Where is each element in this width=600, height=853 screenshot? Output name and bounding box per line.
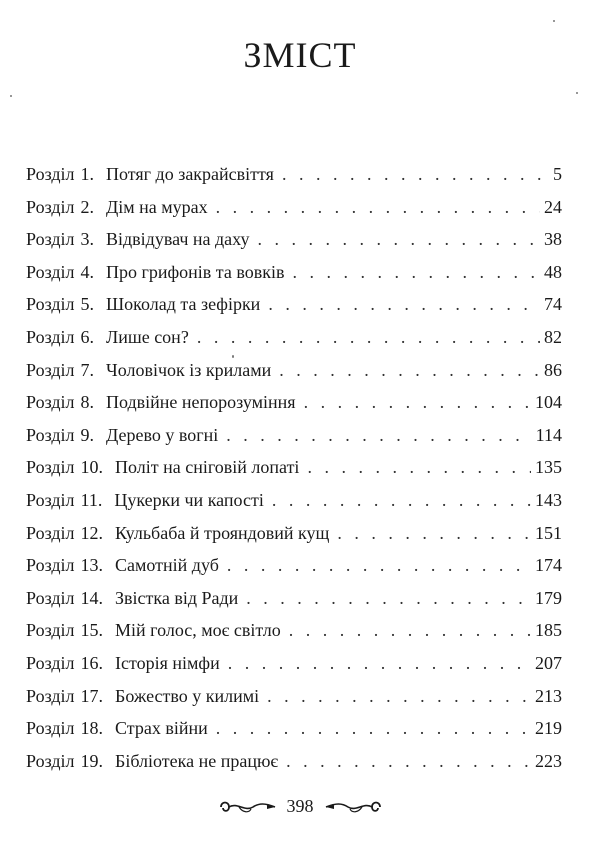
chapter-number: 4. (80, 261, 94, 282)
chapter-page-number: 185 (535, 620, 562, 641)
chapter-word: Розділ (26, 326, 75, 347)
chapter-title: Страх війни (115, 718, 208, 739)
chapter-page-number: 143 (535, 489, 562, 510)
chapter-title: Божество у килимі (115, 685, 260, 706)
page-footer (0, 796, 600, 817)
chapter-title: Потяг до закрайсвіття (106, 164, 274, 184)
dot-leader (267, 686, 531, 707)
toc-entry (26, 360, 562, 393)
chapter-word: Розділ (26, 587, 75, 608)
dot-leader (286, 751, 531, 772)
dot-leader (279, 360, 540, 381)
chapter-word: Розділ (26, 489, 75, 510)
chapter-number: 6. (80, 326, 94, 347)
chapter-page-number: 24 (544, 196, 562, 217)
flourish-left-icon (217, 798, 279, 816)
toc-entry (26, 620, 562, 653)
chapter-title: Лише сон? (106, 326, 189, 347)
toc-entry (26, 751, 562, 784)
chapter-title: Самотній дуб (115, 555, 219, 576)
dot-leader (258, 229, 541, 250)
chapter-word: Розділ (26, 652, 75, 673)
chapter-word: Розділ (26, 457, 75, 478)
toc-entry (26, 718, 562, 751)
chapter-title: Чоловічок із крилами (106, 359, 272, 380)
chapter-title: Дерево у вогні (106, 424, 219, 445)
dot-leader (293, 262, 540, 283)
toc-entry (26, 229, 562, 262)
chapter-page-number: 38 (544, 229, 562, 250)
chapter-word: Розділ (26, 555, 75, 576)
chapter-word: Розділ (26, 229, 75, 250)
flourish-right-icon (322, 798, 384, 816)
chapter-title: Відвідувач на даху (106, 229, 250, 250)
table-of-contents (26, 164, 562, 783)
dot-leader (289, 620, 531, 641)
dot-leader (197, 327, 540, 348)
chapter-page-number: 207 (535, 652, 562, 673)
chapter-title: Політ на сніговій лопаті (115, 457, 300, 478)
toc-entry (26, 294, 562, 327)
dot-leader (216, 718, 531, 739)
toc-entry (26, 457, 562, 490)
chapter-page-number: 114 (535, 424, 562, 445)
dot-leader (304, 392, 531, 413)
chapter-page-number: 151 (535, 522, 562, 543)
chapter-number: 12. (80, 522, 103, 543)
dot-leader (227, 555, 531, 576)
chapter-word: Розділ (26, 685, 75, 706)
chapter-number: 1. (80, 164, 94, 184)
chapter-title: Бібліотека не працює (115, 750, 279, 771)
toc-entry (26, 555, 562, 588)
toc-entry (26, 588, 562, 621)
scan-speck (10, 95, 12, 97)
chapter-number: 14. (80, 587, 103, 608)
dot-leader (226, 425, 531, 446)
chapter-number: 13. (80, 555, 103, 576)
chapter-page-number: 219 (535, 718, 562, 739)
chapter-number: 16. (80, 652, 103, 673)
toc-entry (26, 197, 562, 230)
chapter-page-number: 179 (535, 587, 562, 608)
toc-entry (26, 392, 562, 425)
chapter-number: 11. (80, 489, 103, 510)
dot-leader (272, 490, 531, 511)
chapter-number: 17. (80, 685, 103, 706)
chapter-title: Звістка від Ради (115, 587, 239, 608)
chapter-page-number: 74 (544, 294, 562, 315)
chapter-word: Розділ (26, 718, 75, 739)
chapter-number: 2. (80, 196, 94, 217)
chapter-page-number: 135 (535, 457, 562, 478)
dot-leader (307, 457, 531, 478)
toc-entry (26, 653, 562, 686)
chapter-number: 19. (80, 750, 103, 771)
toc-entry (26, 164, 562, 197)
chapter-number: 8. (80, 392, 94, 413)
chapter-title: Шоколад та зефірки (106, 294, 261, 315)
dot-leader (337, 523, 531, 544)
chapter-word: Розділ (26, 620, 75, 641)
chapter-word: Розділ (26, 261, 75, 282)
chapter-title: Історія німфи (115, 652, 220, 673)
chapter-page-number: 213 (535, 685, 562, 706)
chapter-word: Розділ (26, 196, 75, 217)
dot-leader (246, 588, 531, 609)
chapter-number: 10. (80, 457, 103, 478)
chapter-title: Подвійне непорозуміння (106, 392, 296, 413)
chapter-title: Дім на мурах (106, 196, 208, 217)
chapter-word: Розділ (26, 424, 75, 445)
chapter-word: Розділ (26, 164, 75, 184)
scan-speck (576, 92, 578, 94)
chapter-page-number: 5 (553, 164, 562, 184)
chapter-page-number: 223 (535, 750, 562, 771)
page-number: 398 (286, 796, 314, 816)
chapter-title: Цукерки чи капості (114, 489, 264, 510)
scan-speck (232, 355, 234, 358)
chapter-page-number: 48 (544, 261, 562, 282)
chapter-number: 5. (80, 294, 94, 315)
chapter-page-number: 174 (535, 555, 562, 576)
chapter-word: Розділ (26, 522, 75, 543)
chapter-word: Розділ (26, 750, 75, 771)
dot-leader (216, 197, 540, 218)
chapter-word: Розділ (26, 294, 75, 315)
chapter-page-number: 86 (544, 359, 562, 380)
chapter-page-number: 104 (535, 392, 562, 413)
chapter-page-number: 82 (544, 326, 562, 347)
chapter-title: Мій голос, моє світло (115, 620, 281, 641)
chapter-number: 18. (80, 718, 103, 739)
chapter-word: Розділ (26, 359, 75, 380)
chapter-number: 9. (80, 424, 94, 445)
toc-entry (26, 327, 562, 360)
toc-entry (26, 490, 562, 523)
toc-entry (26, 262, 562, 295)
chapter-word: Розділ (26, 392, 75, 413)
dot-leader (282, 164, 549, 185)
chapter-number: 15. (80, 620, 103, 641)
scan-speck (553, 20, 555, 22)
dot-leader (228, 653, 531, 674)
chapter-number: 3. (80, 229, 94, 250)
toc-entry (26, 686, 562, 719)
toc-entry (26, 425, 562, 458)
chapter-title: Про грифонів та вовків (106, 261, 285, 282)
page-title: ЗМІСТ (243, 35, 357, 76)
dot-leader (268, 294, 540, 315)
chapter-number: 7. (80, 359, 94, 380)
toc-entry (26, 523, 562, 556)
chapter-title: Кульбаба й трояндовий кущ (115, 522, 330, 543)
